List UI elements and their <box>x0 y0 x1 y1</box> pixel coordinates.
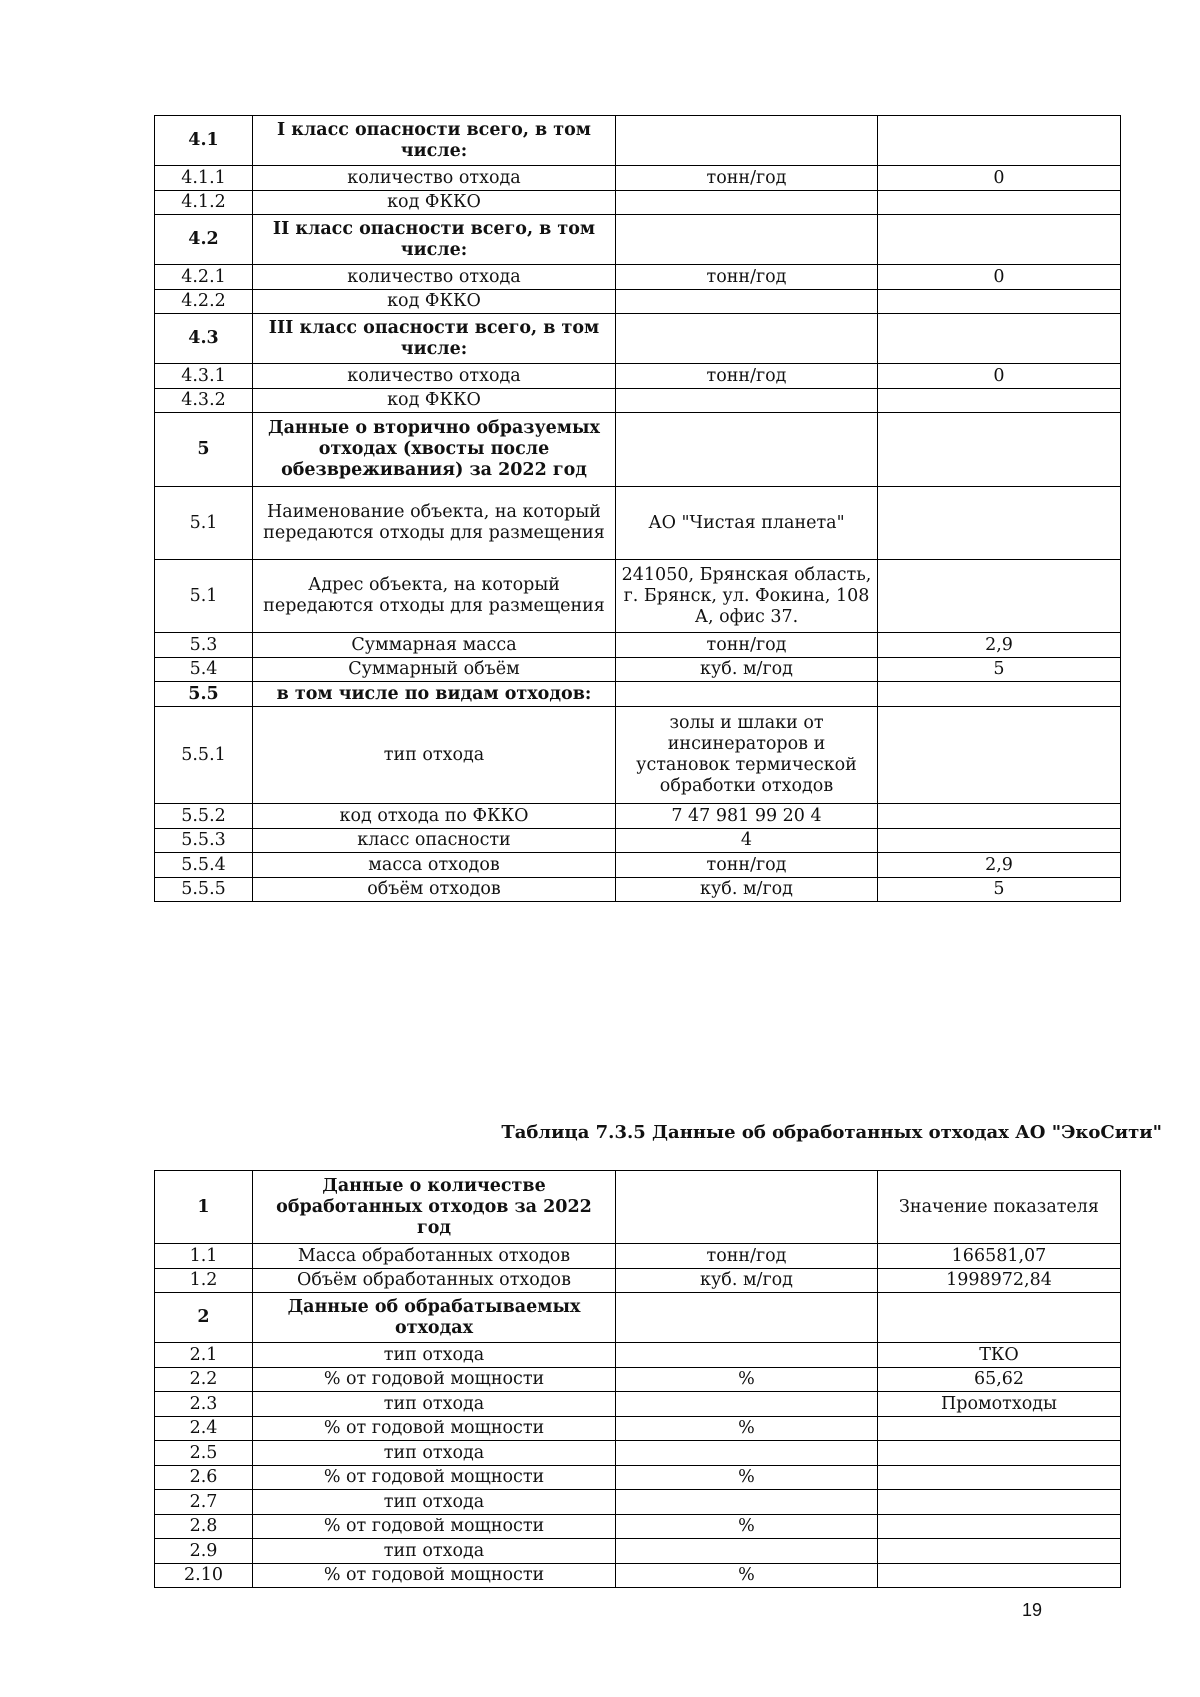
row-number-cell: 2.2 <box>155 1368 253 1392</box>
row-label-cell: % от годовой мощности <box>253 1564 616 1588</box>
unit-cell <box>616 215 878 265</box>
value-cell <box>878 1539 1121 1564</box>
row-number-cell: 1.1 <box>155 1244 253 1269</box>
row-number-cell: 2.5 <box>155 1441 253 1466</box>
row-number-cell: 5.5.3 <box>155 829 253 853</box>
row-number-cell: 5.1 <box>155 560 253 633</box>
row-label-cell: % от годовой мощности <box>253 1466 616 1490</box>
unit-cell <box>616 413 878 487</box>
row-number-cell: 2.9 <box>155 1539 253 1564</box>
row-label-cell: тип отхода <box>253 1343 616 1368</box>
value-cell <box>878 191 1121 215</box>
row-label-cell: % от годовой мощности <box>253 1368 616 1392</box>
value-cell <box>878 804 1121 829</box>
waste-hazard-table <box>154 115 1121 902</box>
row-label-cell: тип отхода <box>253 1539 616 1564</box>
unit-cell: тонн/год <box>616 1244 878 1269</box>
table-row <box>155 682 1121 707</box>
row-number-cell: 5.5 <box>155 682 253 707</box>
unit-cell <box>616 191 878 215</box>
value-cell <box>878 560 1121 633</box>
row-number-cell: 4.3.2 <box>155 389 253 413</box>
row-number-cell: 5.5.4 <box>155 853 253 878</box>
table-row <box>155 1244 1121 1269</box>
row-label-cell: тип отхода <box>253 707 616 804</box>
unit-cell: АО "Чистая планета" <box>616 487 878 560</box>
value-cell: 0 <box>878 265 1121 290</box>
row-number-cell: 4.3.1 <box>155 364 253 389</box>
unit-cell: % <box>616 1515 878 1539</box>
unit-cell: 4 <box>616 829 878 853</box>
row-label-cell: Объём обработанных отходов <box>253 1269 616 1293</box>
row-label-cell: Суммарная масса <box>253 633 616 658</box>
row-label-cell: Суммарный объём <box>253 658 616 682</box>
row-number-cell: 4.2.2 <box>155 290 253 314</box>
value-cell: ТКО <box>878 1343 1121 1368</box>
row-number-cell: 2.10 <box>155 1564 253 1588</box>
row-number-cell: 2.1 <box>155 1343 253 1368</box>
row-label-cell: Наименование объекта, на который передаются отходы для размещения <box>253 487 616 560</box>
unit-cell <box>616 1343 878 1368</box>
table-row <box>155 487 1121 560</box>
table-row <box>155 314 1121 364</box>
row-number-cell: 4.2.1 <box>155 265 253 290</box>
table-row <box>155 166 1121 191</box>
table-row <box>155 1417 1121 1441</box>
value-cell: Значение показателя <box>878 1171 1121 1244</box>
value-cell <box>878 116 1121 166</box>
row-number-cell: 4.1.1 <box>155 166 253 191</box>
row-number-cell: 4.1.2 <box>155 191 253 215</box>
value-cell <box>878 682 1121 707</box>
table-row <box>155 1293 1121 1343</box>
table-row <box>155 804 1121 829</box>
value-cell <box>878 1293 1121 1343</box>
row-label-cell: Данные о количестве обработанных отходов за 2022 год <box>253 1171 616 1244</box>
value-cell: 0 <box>878 364 1121 389</box>
unit-cell: % <box>616 1417 878 1441</box>
unit-cell <box>616 682 878 707</box>
unit-cell <box>616 290 878 314</box>
row-number-cell: 5.5.1 <box>155 707 253 804</box>
table-row <box>155 1466 1121 1490</box>
row-number-cell: 5.1 <box>155 487 253 560</box>
row-number-cell: 5.5.5 <box>155 878 253 902</box>
table-row <box>155 707 1121 804</box>
unit-cell: 7 47 981 99 20 4 <box>616 804 878 829</box>
row-number-cell: 4.1 <box>155 116 253 166</box>
unit-cell <box>616 1392 878 1417</box>
unit-cell: % <box>616 1564 878 1588</box>
row-number-cell: 2.6 <box>155 1466 253 1490</box>
row-number-cell: 2 <box>155 1293 253 1343</box>
row-label-cell: код отхода по ФККО <box>253 804 616 829</box>
row-label-cell: код ФККО <box>253 389 616 413</box>
table-row <box>155 1564 1121 1588</box>
row-label-cell: Данные об обрабатываемых отходах <box>253 1293 616 1343</box>
unit-cell: 241050, Брянская область, г. Брянск, ул. Фокина, 108 А, офис 37. <box>616 560 878 633</box>
unit-cell <box>616 1441 878 1466</box>
table-row <box>155 116 1121 166</box>
page-number: 19 <box>1022 1600 1043 1620</box>
value-cell: 2,9 <box>878 633 1121 658</box>
unit-cell: куб. м/год <box>616 658 878 682</box>
row-number-cell: 5 <box>155 413 253 487</box>
table-row <box>155 1368 1121 1392</box>
value-cell <box>878 1564 1121 1588</box>
table-row <box>155 215 1121 265</box>
table-row <box>155 658 1121 682</box>
table-row <box>155 1269 1121 1293</box>
table-caption: Таблица 7.3.5 Данные об обработанных отходах АО "ЭкоСити" <box>501 1122 1162 1143</box>
row-number-cell: 5.5.2 <box>155 804 253 829</box>
row-number-cell: 2.7 <box>155 1490 253 1515</box>
row-number-cell: 1 <box>155 1171 253 1244</box>
unit-cell: % <box>616 1466 878 1490</box>
row-label-cell: объём отходов <box>253 878 616 902</box>
value-cell <box>878 1441 1121 1466</box>
row-label-cell: % от годовой мощности <box>253 1515 616 1539</box>
row-label-cell: в том числе по видам отходов: <box>253 682 616 707</box>
table-row <box>155 878 1121 902</box>
row-label-cell: Масса обработанных отходов <box>253 1244 616 1269</box>
row-number-cell: 2.4 <box>155 1417 253 1441</box>
table-row <box>155 1539 1121 1564</box>
unit-cell: куб. м/год <box>616 1269 878 1293</box>
table-row <box>155 1490 1121 1515</box>
table-row <box>155 413 1121 487</box>
value-cell: 5 <box>878 658 1121 682</box>
row-label-cell: Адрес объекта, на который передаются отходы для размещения <box>253 560 616 633</box>
row-label-cell: тип отхода <box>253 1490 616 1515</box>
row-label-cell: III класс опасности всего, в том числе: <box>253 314 616 364</box>
row-label-cell: тип отхода <box>253 1441 616 1466</box>
row-number-cell: 1.2 <box>155 1269 253 1293</box>
value-cell <box>878 707 1121 804</box>
row-label-cell: масса отходов <box>253 853 616 878</box>
table-row <box>155 829 1121 853</box>
unit-cell: золы и шлаки от инсинераторов и установок термической обработки отходов <box>616 707 878 804</box>
table-row <box>155 1515 1121 1539</box>
unit-cell: тонн/год <box>616 853 878 878</box>
row-label-cell: Данные о вторично образуемых отходах (хвосты после обезвреживания) за 2022 год <box>253 413 616 487</box>
row-label-cell: код ФККО <box>253 191 616 215</box>
row-number-cell: 2.3 <box>155 1392 253 1417</box>
row-label-cell: II класс опасности всего, в том числе: <box>253 215 616 265</box>
row-number-cell: 5.4 <box>155 658 253 682</box>
value-cell <box>878 1466 1121 1490</box>
unit-cell <box>616 116 878 166</box>
value-cell <box>878 314 1121 364</box>
value-cell <box>878 1515 1121 1539</box>
unit-cell <box>616 1171 878 1244</box>
value-cell <box>878 413 1121 487</box>
table-row <box>155 633 1121 658</box>
unit-cell <box>616 389 878 413</box>
table-row <box>155 265 1121 290</box>
unit-cell <box>616 1293 878 1343</box>
row-number-cell: 4.2 <box>155 215 253 265</box>
unit-cell <box>616 314 878 364</box>
unit-cell: тонн/год <box>616 265 878 290</box>
value-cell <box>878 1490 1121 1515</box>
value-cell <box>878 829 1121 853</box>
unit-cell: тонн/год <box>616 166 878 191</box>
table-row <box>155 1343 1121 1368</box>
unit-cell <box>616 1490 878 1515</box>
value-cell <box>878 1417 1121 1441</box>
table-row <box>155 191 1121 215</box>
table-row <box>155 290 1121 314</box>
value-cell: 166581,07 <box>878 1244 1121 1269</box>
row-number-cell: 2.8 <box>155 1515 253 1539</box>
table-row <box>155 1171 1121 1244</box>
row-label-cell: I класс опасности всего, в том числе: <box>253 116 616 166</box>
value-cell: 1998972,84 <box>878 1269 1121 1293</box>
row-label-cell: код ФККО <box>253 290 616 314</box>
row-label-cell: количество отхода <box>253 364 616 389</box>
value-cell: Промотходы <box>878 1392 1121 1417</box>
value-cell <box>878 389 1121 413</box>
table-row <box>155 853 1121 878</box>
value-cell: 65,62 <box>878 1368 1121 1392</box>
unit-cell: тонн/год <box>616 633 878 658</box>
value-cell <box>878 290 1121 314</box>
value-cell <box>878 215 1121 265</box>
value-cell: 5 <box>878 878 1121 902</box>
row-label-cell: количество отхода <box>253 265 616 290</box>
value-cell <box>878 487 1121 560</box>
value-cell: 2,9 <box>878 853 1121 878</box>
unit-cell: куб. м/год <box>616 878 878 902</box>
table-row <box>155 1441 1121 1466</box>
unit-cell: % <box>616 1368 878 1392</box>
row-label-cell: класс опасности <box>253 829 616 853</box>
row-label-cell: тип отхода <box>253 1392 616 1417</box>
value-cell: 0 <box>878 166 1121 191</box>
table-row <box>155 389 1121 413</box>
row-number-cell: 4.3 <box>155 314 253 364</box>
table-row <box>155 364 1121 389</box>
row-number-cell: 5.3 <box>155 633 253 658</box>
table-row <box>155 1392 1121 1417</box>
row-label-cell: % от годовой мощности <box>253 1417 616 1441</box>
unit-cell <box>616 1539 878 1564</box>
unit-cell: тонн/год <box>616 364 878 389</box>
table-row <box>155 560 1121 633</box>
row-label-cell: количество отхода <box>253 166 616 191</box>
processed-waste-table <box>154 1170 1121 1588</box>
